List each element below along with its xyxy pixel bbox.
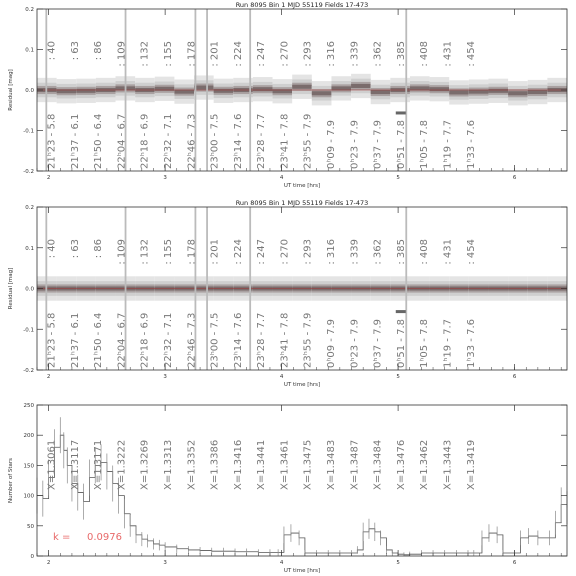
field-label: : 454	[465, 41, 477, 67]
outlier-marker	[396, 111, 406, 114]
field-label: : 339	[349, 41, 361, 67]
y-tick-label: -0.1	[23, 327, 34, 334]
x-axis-label: UT time [hrs]	[283, 568, 321, 574]
k-value: 0.0976	[87, 532, 122, 543]
position-label: 1ʰ33 - 7.6	[465, 318, 477, 368]
y-tick-label: 100	[23, 493, 34, 500]
density-cell	[528, 90, 548, 94]
x-tick-label: 2	[46, 374, 51, 380]
field-label: : 86	[93, 239, 105, 259]
star-count-panel	[8, 403, 567, 574]
field-label: : 109	[116, 239, 128, 265]
x-axis-label: UT time [hrs]	[283, 183, 321, 189]
y-tick-label: 50	[27, 523, 34, 530]
position-label: 0ʰ09 - 7.9	[326, 319, 338, 368]
position-label: 21ʰ37 - 6.1	[69, 312, 81, 368]
x-tick-label: 6	[512, 175, 517, 181]
density-cell	[371, 90, 391, 94]
airmass-label: X=1.3462	[419, 439, 431, 490]
x-tick-label: 5	[396, 560, 400, 566]
position-label: 21ʰ23 - 5.8	[46, 312, 58, 368]
field-label: : 293	[302, 239, 314, 265]
density-cell	[449, 90, 469, 94]
field-label: : 63	[69, 41, 81, 61]
density-cell	[508, 91, 528, 95]
density-cell	[488, 89, 508, 93]
field-label: : 155	[162, 41, 174, 67]
field-label: : 316	[326, 239, 338, 265]
chart-title: Run 8095 Bin 1 MJD 55119 Fields 17-473	[235, 1, 369, 9]
y-tick-label: -0.2	[23, 169, 34, 175]
residual-panel-2	[8, 199, 567, 388]
airmass-label: X=1.3386	[209, 439, 221, 490]
x-tick-label: 4	[279, 374, 284, 380]
position-label: 0ʰ51 - 7.8	[395, 120, 407, 169]
y-tick-label: 0.0	[25, 286, 34, 293]
y-tick-label: 0.2	[25, 7, 34, 13]
position-label: 23ʰ41 - 7.8	[279, 312, 291, 368]
y-tick-label: 0.1	[25, 245, 34, 252]
airmass-label: X=1.3476	[395, 439, 407, 490]
field-label: : 109	[116, 41, 128, 67]
density-cell	[351, 84, 371, 88]
y-tick-label: 200	[23, 433, 34, 440]
field-label: : 362	[372, 239, 384, 265]
airmass-label: X=1.3117	[69, 439, 81, 490]
position-label: 1ʰ19 - 7.7	[442, 319, 454, 368]
field-label: : 385	[395, 41, 407, 67]
y-tick-label: -0.2	[23, 368, 34, 374]
airmass-label: X=1.3484	[372, 439, 384, 490]
position-label: 0ʰ09 - 7.9	[326, 120, 338, 169]
field-label: : 224	[232, 239, 244, 265]
y-axis-label: Residual [mag]	[8, 267, 14, 310]
x-tick-label: 6	[512, 560, 517, 566]
field-label: : 132	[139, 41, 151, 67]
field-label: : 63	[69, 239, 81, 259]
position-label: 22ʰ46 - 7.3	[186, 113, 198, 169]
x-tick-label: 5	[396, 374, 400, 380]
position-label: 22ʰ18 - 6.9	[139, 113, 151, 169]
airmass-label: X=1.3441	[256, 439, 268, 490]
position-label: 0ʰ51 - 7.8	[395, 319, 407, 368]
airmass-label: X=1.3416	[232, 439, 244, 490]
y-tick-label: 250	[23, 403, 34, 409]
position-label: 1ʰ19 - 7.7	[442, 120, 454, 169]
k-label: k =	[53, 532, 71, 543]
field-label: : 155	[162, 239, 174, 265]
field-label: : 224	[232, 41, 244, 67]
density-cell	[194, 86, 214, 90]
position-label: 23ʰ55 - 7.9	[302, 312, 314, 368]
position-label: 23ʰ41 - 7.8	[279, 113, 291, 169]
field-label: : 408	[419, 239, 431, 265]
position-label: 0ʰ37 - 7.9	[372, 120, 384, 169]
position-label: 21ʰ50 - 6.4	[93, 113, 105, 169]
x-tick-label: 6	[512, 374, 517, 380]
position-label: 1ʰ33 - 7.6	[465, 119, 477, 169]
field-label: : 86	[93, 41, 105, 61]
chart-title: Run 8095 Bin 1 MJD 55119 Fields 17-473	[235, 199, 369, 207]
airmass-label: X=1.3483	[326, 439, 338, 490]
airmass-label: X=1.3443	[442, 439, 454, 490]
field-label: : 408	[419, 41, 431, 67]
position-label: 22ʰ04 - 6.7	[116, 113, 128, 169]
field-label: : 385	[395, 239, 407, 265]
x-axis-label: UT time [hrs]	[283, 382, 321, 388]
position-label: 23ʰ14 - 7.6	[232, 312, 244, 368]
field-label: : 454	[465, 239, 477, 265]
x-tick-label: 3	[163, 560, 167, 566]
density-cell	[312, 91, 332, 95]
y-tick-label: 0	[30, 554, 34, 560]
field-label: : 247	[256, 239, 268, 265]
field-label: : 431	[442, 239, 454, 265]
position-label: 22ʰ18 - 6.9	[139, 312, 151, 368]
field-label: : 431	[442, 41, 454, 67]
field-label: : 201	[209, 41, 221, 67]
airmass-label: X=1.3475	[302, 439, 314, 490]
position-label: 22ʰ46 - 7.3	[186, 312, 198, 368]
y-tick-label: 150	[23, 463, 34, 470]
airmass-label: X=1.3222	[116, 439, 128, 490]
position-label: 21ʰ37 - 6.1	[69, 113, 81, 169]
field-label: : 247	[256, 41, 268, 67]
airmass-label: X=1.3313	[162, 439, 174, 490]
y-tick-label: 0.2	[25, 205, 34, 211]
position-label: 1ʰ05 - 7.8	[419, 319, 431, 368]
density-cell	[76, 89, 96, 93]
field-label: : 40	[46, 239, 58, 259]
field-label: : 270	[279, 41, 291, 67]
x-tick-label: 3	[163, 175, 167, 181]
field-label: : 201	[209, 239, 221, 265]
position-label: 22ʰ32 - 7.1	[162, 113, 174, 169]
position-label: 22ʰ32 - 7.1	[162, 312, 174, 368]
x-tick-label: 2	[46, 560, 51, 566]
density-cell	[253, 87, 273, 91]
position-label: 21ʰ23 - 5.8	[46, 113, 58, 169]
field-label: : 339	[349, 239, 361, 265]
position-label: 0ʰ23 - 7.9	[349, 319, 361, 368]
position-label: 23ʰ28 - 7.7	[256, 113, 268, 169]
airmass-label: X=1.3352	[186, 439, 198, 490]
y-axis-label: Residual [mag]	[8, 69, 14, 111]
position-label: 23ʰ28 - 7.7	[256, 312, 268, 368]
x-tick-label: 3	[163, 374, 167, 380]
x-tick-label: 4	[279, 560, 284, 566]
airmass-label: X=1.3487	[349, 439, 361, 490]
field-label: : 270	[279, 239, 291, 265]
airmass-label: X=1.3171	[93, 439, 105, 490]
density-cell	[430, 87, 450, 91]
y-tick-label: 0.0	[25, 88, 34, 94]
airmass-label: X=1.3061	[46, 439, 58, 490]
x-tick-label: 2	[46, 175, 51, 181]
y-tick-label: 0.1	[25, 47, 34, 54]
field-label: : 362	[372, 41, 384, 67]
field-label: : 132	[139, 239, 151, 265]
airmass-label: X=1.3419	[465, 439, 477, 490]
x-tick-label: 4	[279, 175, 284, 181]
position-label: 0ʰ37 - 7.9	[372, 319, 384, 368]
position-label: 23ʰ00 - 7.5	[209, 312, 221, 368]
position-label: 22ʰ04 - 6.7	[116, 312, 128, 368]
position-label: 23ʰ55 - 7.9	[302, 113, 314, 169]
airmass-label: X=1.3461	[279, 439, 291, 490]
field-label: : 178	[186, 41, 198, 67]
field-label: : 316	[326, 41, 338, 67]
density-cell	[292, 85, 312, 89]
airmass-label: X=1.3269	[139, 439, 151, 490]
field-label: : 178	[186, 239, 198, 265]
position-label: 0ʰ23 - 7.9	[349, 120, 361, 169]
residual-panel-1	[8, 1, 567, 189]
outlier-marker	[396, 310, 406, 313]
position-label: 23ʰ00 - 7.5	[209, 113, 221, 169]
density-cell	[214, 89, 234, 93]
y-axis-label: Number of Stars	[8, 457, 14, 504]
y-tick-label: -0.1	[23, 128, 34, 135]
position-label: 21ʰ50 - 6.4	[93, 312, 105, 368]
position-label: 23ʰ14 - 7.6	[232, 113, 244, 169]
position-label: 1ʰ05 - 7.8	[419, 120, 431, 169]
field-label: : 40	[46, 41, 58, 61]
x-tick-label: 5	[396, 175, 400, 181]
field-label: : 293	[302, 41, 314, 67]
